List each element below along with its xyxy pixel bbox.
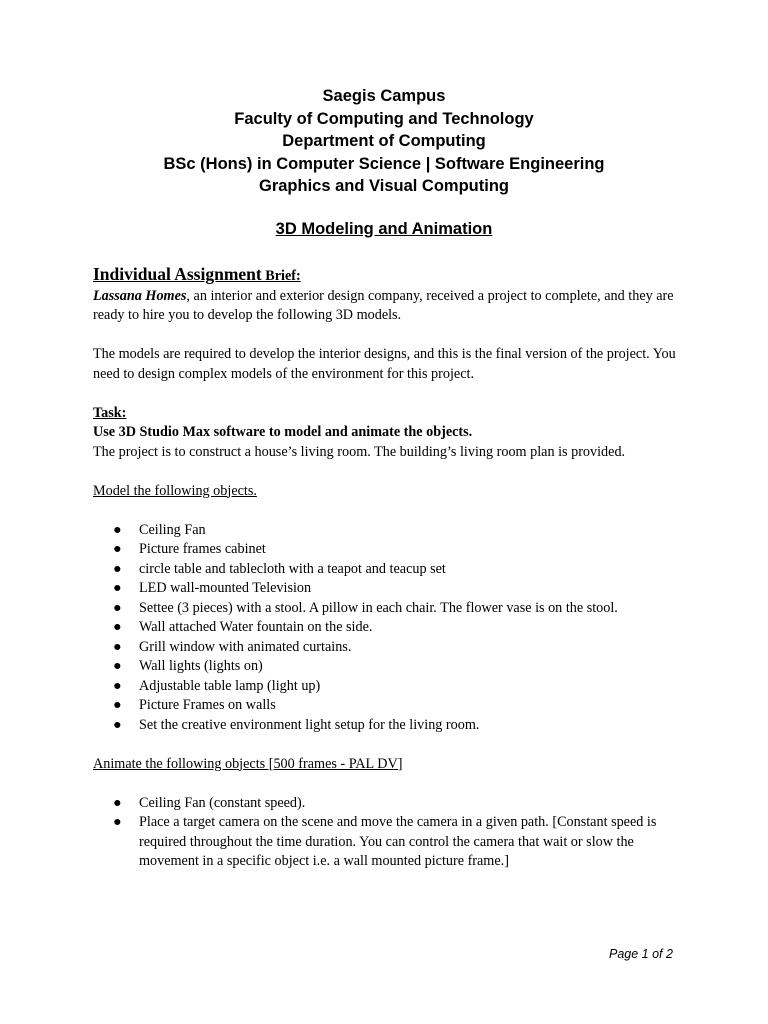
bullet-icon: ● <box>113 560 122 577</box>
brief-heading <box>93 265 693 287</box>
bullet-icon: ● <box>113 697 122 713</box>
bullet-icon: ● <box>113 814 122 830</box>
animate-heading: Animate the following objects [500 frames - PAL DV] <box>93 755 403 772</box>
bullet-icon: ● <box>113 580 122 596</box>
module-name: Graphics and Visual Computing <box>259 177 509 195</box>
bullet-icon: ● <box>113 658 122 674</box>
task-instruction: Use 3D Studio Max software to model and animate the objects. <box>93 424 473 440</box>
list-item: ● circle table and tablecloth with a teapot and teacup set <box>93 560 693 580</box>
list-item: ● Wall lights (lights on) <box>93 657 693 677</box>
model-heading: Model the following objects. <box>93 482 257 499</box>
list-item: ● Ceiling Fan <box>93 521 693 541</box>
task-heading: Task: <box>93 404 127 421</box>
brief-heading-suffix: Brief: <box>261 268 301 284</box>
list-item: ● Wall attached Water fountain on the side. <box>93 618 693 638</box>
list-item: ● Settee (3 pieces) with a stool. A pillow in each chair. The flower vase is on the stool. <box>93 599 693 619</box>
bullet-icon: ● <box>113 794 122 811</box>
subject-title: 3D Modeling and Animation <box>275 220 493 238</box>
list-item: ● Ceiling Fan (constant speed). <box>93 794 693 814</box>
bullet-icon: ● <box>113 619 122 635</box>
bullet-icon: ● <box>113 716 122 733</box>
task-description: The project is to construct a house’s living room. The building’s living room plan is provided. <box>93 443 626 460</box>
list-item: ● Picture frames cabinet <box>93 540 693 560</box>
animate-list <box>93 794 693 872</box>
list-item: ● Adjustable table lamp (light up) <box>93 677 693 697</box>
degree-name: BSc (Hons) in Computer Science | Software Engineering <box>163 154 605 173</box>
bullet-icon: ● <box>113 638 122 655</box>
page-number: Page 1 of 2 <box>609 947 673 961</box>
bullet-icon: ● <box>113 599 122 616</box>
faculty-name: Faculty of Computing and Technology <box>234 109 534 128</box>
list-item: ● LED wall-mounted Television <box>93 579 693 599</box>
list-item: ● Grill window with animated curtains. <box>93 638 693 658</box>
document-body <box>93 265 693 872</box>
bullet-icon: ● <box>113 521 122 538</box>
model-list <box>93 521 693 736</box>
document-header <box>0 85 768 198</box>
brief-paragraph-2: The models are required to develop the interior designs, and this is the final version of the project. You need to design complex models of the environment for this project. <box>93 346 676 382</box>
department-name: Department of Computing <box>282 132 486 150</box>
list-item: ● Set the creative environment light setup for the living room. <box>93 716 693 736</box>
company-name: Lassana Homes <box>93 287 187 304</box>
brief-paragraph-1 <box>93 287 693 326</box>
list-item: ● Place a target camera on the scene and move the camera in a given path. [Constant speed is required throughout the time duration. You can control the camera that wait or slow the movement in a specific object i.e. a wall mounted picture frame.] <box>113 814 657 869</box>
bullet-icon: ● <box>113 677 122 694</box>
brief-paragraph-1-text: , an interior and exterior design company, received a project to complete, and they are ready to hire you to develop the following 3D models. <box>93 287 674 323</box>
campus-name: Saegis Campus <box>322 87 446 105</box>
brief-heading-main: Individual Assignment <box>93 264 262 284</box>
list-item: ● Picture Frames on walls <box>93 696 693 716</box>
bullet-icon: ● <box>113 541 122 557</box>
